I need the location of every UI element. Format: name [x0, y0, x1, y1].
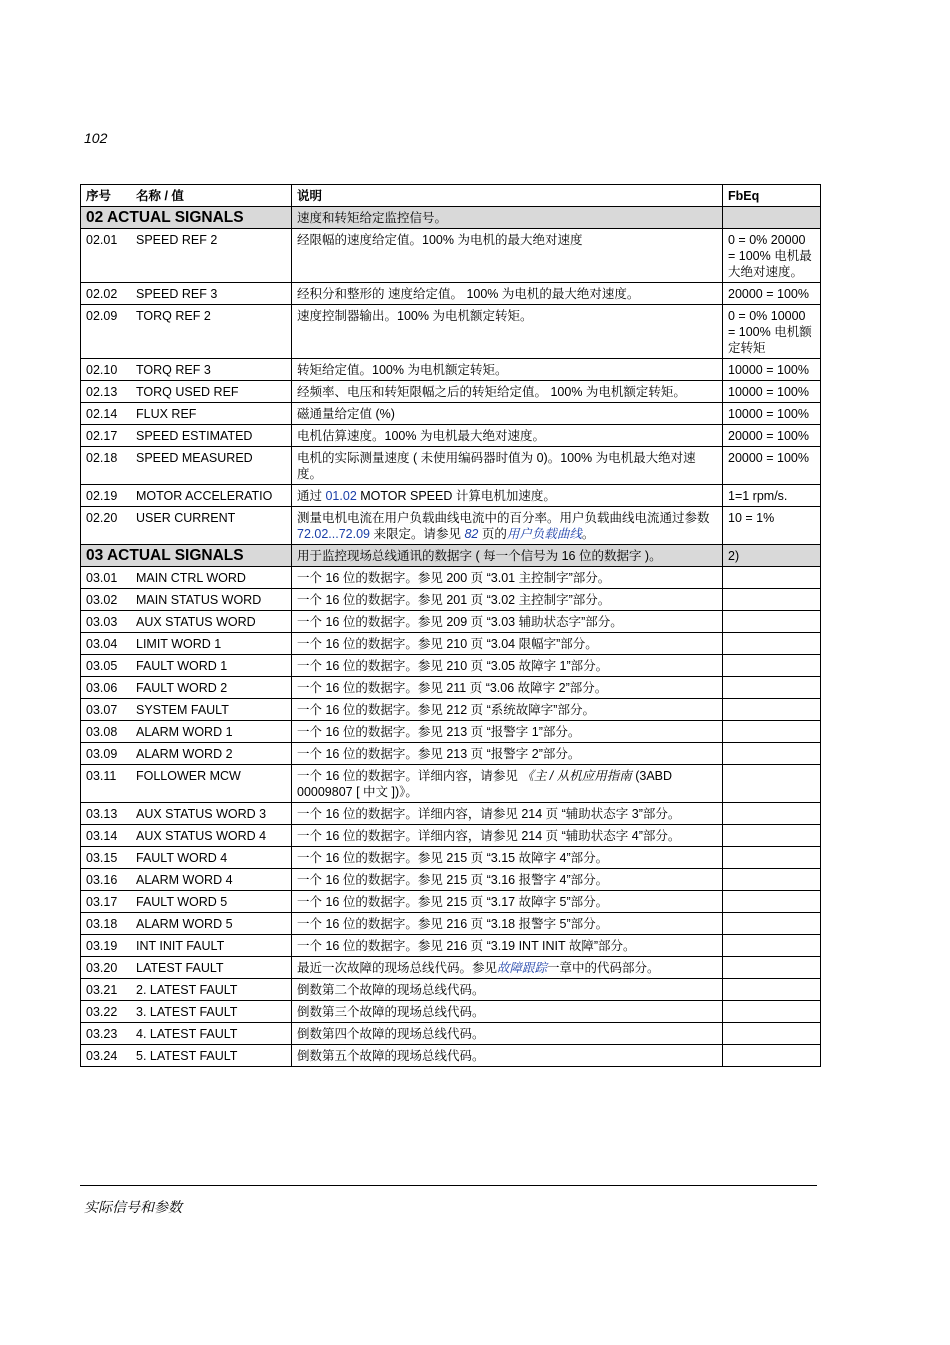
param-id: 02.09 — [86, 309, 118, 323]
param-name: 3. LATEST FAULT — [136, 1005, 238, 1019]
param-desc — [292, 957, 723, 979]
chapter-link[interactable]: 故障跟踪 — [497, 961, 548, 975]
param-id: 03.22 — [86, 1005, 118, 1019]
param-id: 03.02 — [86, 593, 118, 607]
param-id-name — [81, 381, 292, 403]
desc-text: 一章中的代码部分。 — [547, 961, 660, 975]
param-desc: 一个 16 位的数据字。参见 216 页 “3.19 INT INIT 故障”部分。 — [292, 935, 723, 957]
table-row — [81, 447, 821, 485]
param-fbeq — [723, 765, 821, 803]
param-desc — [292, 485, 723, 507]
param-id: 02.20 — [86, 511, 118, 525]
param-desc: 一个 16 位的数据字。参见 216 页 “3.18 报警字 5”部分。 — [292, 913, 723, 935]
param-id: 03.21 — [86, 983, 118, 997]
param-id-name — [81, 1001, 292, 1023]
param-id-name — [81, 425, 292, 447]
param-name: SPEED REF 2 — [136, 233, 218, 247]
param-desc: 倒数第五个故障的现场总线代码。 — [292, 1045, 723, 1067]
param-id: 02.01 — [86, 233, 118, 247]
desc-text: (3ABD 00009807 [ 中文 ])》。 — [297, 769, 673, 799]
table-row — [81, 633, 821, 655]
param-name: AUX STATUS WORD 4 — [136, 829, 267, 843]
param-desc: 倒数第三个故障的现场总线代码。 — [292, 1001, 723, 1023]
param-fbeq: 10000 = 100% — [723, 359, 821, 381]
param-desc: 磁通量给定值 (%) — [292, 403, 723, 425]
group-fbeq: 2) — [723, 545, 821, 567]
table-row — [81, 655, 821, 677]
param-fbeq — [723, 825, 821, 847]
param-fbeq — [723, 1045, 821, 1067]
param-id: 03.06 — [86, 681, 118, 695]
param-id: 03.13 — [86, 807, 118, 821]
param-id-name — [81, 633, 292, 655]
param-id-name — [81, 447, 292, 485]
table-row — [81, 589, 821, 611]
desc-text: 测量电机电流在用户负载曲线电流中的百分率。用户负载曲线电流通过参数 — [297, 511, 710, 525]
table-row — [81, 229, 821, 283]
param-fbeq — [723, 677, 821, 699]
param-name: LATEST FAULT — [136, 961, 224, 975]
param-name: FAULT WORD 1 — [136, 659, 228, 673]
param-name: FLUX REF — [136, 407, 197, 421]
page-link[interactable]: 82 — [464, 527, 479, 541]
param-name: FOLLOWER MCW — [136, 769, 241, 783]
param-id-name — [81, 847, 292, 869]
param-desc: 一个 16 位的数据字。参见 209 页 “3.03 辅助状态字”部分。 — [292, 611, 723, 633]
param-id: 03.07 — [86, 703, 118, 717]
param-id: 03.15 — [86, 851, 118, 865]
param-id-name — [81, 913, 292, 935]
table-row — [81, 1001, 821, 1023]
param-id: 02.18 — [86, 451, 118, 465]
param-name: ALARM WORD 1 — [136, 725, 233, 739]
section-link[interactable]: 用户负载曲线 — [506, 527, 582, 541]
param-name: 2. LATEST FAULT — [136, 983, 238, 997]
header-name: 名称 / 值 — [136, 189, 184, 203]
table-row — [81, 979, 821, 1001]
param-name: FAULT WORD 2 — [136, 681, 228, 695]
desc-text: 最近一次故障的现场总线代码。参见 — [297, 961, 498, 975]
param-id-name — [81, 869, 292, 891]
param-name: SYSTEM FAULT — [136, 703, 229, 717]
desc-text: 页的 — [478, 527, 507, 541]
param-id: 03.18 — [86, 917, 118, 931]
param-name: AUX STATUS WORD — [136, 615, 256, 629]
param-id-name — [81, 699, 292, 721]
param-id-name — [81, 979, 292, 1001]
param-name: LIMIT WORD 1 — [136, 637, 222, 651]
param-fbeq — [723, 891, 821, 913]
param-name: USER CURRENT — [136, 511, 236, 525]
table-row — [81, 935, 821, 957]
param-desc: 一个 16 位的数据字。参见 215 页 “3.15 故障字 4”部分。 — [292, 847, 723, 869]
param-name: FAULT WORD 5 — [136, 895, 228, 909]
footer-divider — [80, 1185, 817, 1186]
param-id-name — [81, 611, 292, 633]
param-id-name — [81, 721, 292, 743]
group-row-03 — [81, 545, 821, 567]
param-id-name — [81, 229, 292, 283]
header-desc: 说明 — [292, 185, 723, 207]
parameter-table — [80, 184, 821, 1067]
param-fbeq — [723, 869, 821, 891]
param-id: 03.09 — [86, 747, 118, 761]
param-name: AUX STATUS WORD 3 — [136, 807, 267, 821]
param-desc: 倒数第二个故障的现场总线代码。 — [292, 979, 723, 1001]
param-name: MAIN CTRL WORD — [136, 571, 246, 585]
table-row — [81, 485, 821, 507]
param-id-name — [81, 655, 292, 677]
param-id: 03.19 — [86, 939, 118, 953]
param-desc: 一个 16 位的数据字。参见 215 页 “3.17 故障字 5”部分。 — [292, 891, 723, 913]
param-name: INT INIT FAULT — [136, 939, 225, 953]
param-id: 03.23 — [86, 1027, 118, 1041]
param-id-name — [81, 359, 292, 381]
param-desc — [292, 507, 723, 545]
table-row — [81, 381, 821, 403]
table-row — [81, 765, 821, 803]
param-id-name — [81, 957, 292, 979]
param-id: 03.17 — [86, 895, 118, 909]
param-id: 03.03 — [86, 615, 118, 629]
param-id-name — [81, 567, 292, 589]
param-fbeq — [723, 611, 821, 633]
param-name: SPEED REF 3 — [136, 287, 218, 301]
param-id-name — [81, 677, 292, 699]
table-row — [81, 699, 821, 721]
param-desc: 转矩给定值。100% 为电机额定转矩。 — [292, 359, 723, 381]
footer-section-title: 实际信号和参数 — [84, 1200, 182, 1216]
table-header-row — [81, 185, 821, 207]
param-fbeq: 1=1 rpm/s. — [723, 485, 821, 507]
table-row — [81, 425, 821, 447]
param-fbeq — [723, 979, 821, 1001]
table-row — [81, 847, 821, 869]
group-title: 02 ACTUAL SIGNALS — [81, 207, 292, 229]
param-fbeq: 20000 = 100% — [723, 447, 821, 485]
table-row — [81, 305, 821, 359]
desc-text: 通过 — [297, 489, 326, 503]
table-row — [81, 957, 821, 979]
table-row — [81, 403, 821, 425]
param-fbeq: 20000 = 100% — [723, 283, 821, 305]
param-id-name — [81, 589, 292, 611]
table-row — [81, 677, 821, 699]
param-id: 03.24 — [86, 1049, 118, 1063]
param-fbeq — [723, 721, 821, 743]
param-desc: 一个 16 位的数据字。参见 210 页 “3.04 限幅字”部分。 — [292, 633, 723, 655]
param-name: ALARM WORD 5 — [136, 917, 233, 931]
group-row-02 — [81, 207, 821, 229]
param-id-name — [81, 935, 292, 957]
param-fbeq: 10000 = 100% — [723, 381, 821, 403]
param-id-name — [81, 1023, 292, 1045]
param-desc: 一个 16 位的数据字。详细内容，请参见 214 页 “辅助状态字 4”部分。 — [292, 825, 723, 847]
param-fbeq: 0 = 0% 10000 = 100% 电机额定转矩 — [723, 305, 821, 359]
table-row — [81, 1023, 821, 1045]
param-id: 02.17 — [86, 429, 118, 443]
param-desc: 一个 16 位的数据字。参见 213 页 “报警字 1”部分。 — [292, 721, 723, 743]
param-link[interactable]: 01.02 — [325, 489, 357, 503]
table-row — [81, 359, 821, 381]
param-fbeq — [723, 847, 821, 869]
table-row — [81, 869, 821, 891]
param-id: 02.14 — [86, 407, 118, 421]
group-fbeq — [723, 207, 821, 229]
param-name: MOTOR ACCELERATIO — [136, 489, 273, 503]
param-desc: 一个 16 位的数据字。参见 211 页 “3.06 故障字 2”部分。 — [292, 677, 723, 699]
param-fbeq: 10 = 1% — [723, 507, 821, 545]
param-id: 03.01 — [86, 571, 118, 585]
param-desc: 一个 16 位的数据字。参见 200 页 “3.01 主控制字”部分。 — [292, 567, 723, 589]
param-id-name — [81, 283, 292, 305]
header-fbeq: FbEq — [723, 185, 821, 207]
header-id-name — [81, 185, 292, 207]
param-fbeq: 20000 = 100% — [723, 425, 821, 447]
param-name: 5. LATEST FAULT — [136, 1049, 238, 1063]
param-id-name — [81, 507, 292, 545]
param-name: MAIN STATUS WORD — [136, 593, 262, 607]
param-fbeq — [723, 935, 821, 957]
param-id-name — [81, 825, 292, 847]
param-desc: 一个 16 位的数据字。参见 213 页 “报警字 2”部分。 — [292, 743, 723, 765]
param-fbeq — [723, 743, 821, 765]
param-id: 03.20 — [86, 961, 118, 975]
param-desc: 速度控制器输出。100% 为电机额定转矩。 — [292, 305, 723, 359]
param-name: 4. LATEST FAULT — [136, 1027, 238, 1041]
param-desc: 经积分和整形的 速度给定值。 100% 为电机的最大绝对速度。 — [292, 283, 723, 305]
page-number: 102 — [84, 130, 108, 146]
table-row — [81, 913, 821, 935]
param-fbeq — [723, 655, 821, 677]
param-desc: 电机估算速度。100% 为电机最大绝对速度。 — [292, 425, 723, 447]
param-id-name — [81, 485, 292, 507]
group-desc: 用于监控现场总线通讯的数据字 ( 每一个信号为 16 位的数据字 )。 — [292, 545, 723, 567]
param-id-name — [81, 1045, 292, 1067]
desc-text: 一个 16 位的数据字。详细内容，请参见 — [297, 769, 522, 783]
param-fbeq — [723, 589, 821, 611]
param-fbeq — [723, 699, 821, 721]
param-desc: 倒数第四个故障的现场总线代码。 — [292, 1023, 723, 1045]
param-id-name — [81, 403, 292, 425]
param-id: 03.08 — [86, 725, 118, 739]
desc-text: MOTOR SPEED 计算电机加速度。 — [356, 489, 556, 503]
param-id-name — [81, 891, 292, 913]
group-desc: 速度和转矩给定监控信号。 — [292, 207, 723, 229]
param-fbeq — [723, 913, 821, 935]
param-name: FAULT WORD 4 — [136, 851, 228, 865]
param-id: 03.04 — [86, 637, 118, 651]
param-fbeq — [723, 633, 821, 655]
table-row — [81, 721, 821, 743]
table-row — [81, 1045, 821, 1067]
table-row — [81, 507, 821, 545]
param-id: 02.13 — [86, 385, 118, 399]
param-fbeq: 10000 = 100% — [723, 403, 821, 425]
param-fbeq — [723, 567, 821, 589]
param-name: SPEED MEASURED — [136, 451, 253, 465]
param-fbeq — [723, 1023, 821, 1045]
table-row — [81, 567, 821, 589]
header-id: 序号 — [86, 189, 112, 203]
param-desc: 经频率、电压和转矩限幅之后的转矩给定值。 100% 为电机额定转矩。 — [292, 381, 723, 403]
param-id-name — [81, 803, 292, 825]
table-row — [81, 891, 821, 913]
param-desc: 一个 16 位的数据字。参见 201 页 “3.02 主控制字”部分。 — [292, 589, 723, 611]
table-row — [81, 743, 821, 765]
param-desc: 一个 16 位的数据字。参见 212 页 “系统故障字”部分。 — [292, 699, 723, 721]
param-desc: 经限幅的速度给定值。100% 为电机的最大绝对速度 — [292, 229, 723, 283]
param-id: 03.14 — [86, 829, 118, 843]
table-row — [81, 283, 821, 305]
table-row — [81, 611, 821, 633]
table-row — [81, 803, 821, 825]
param-fbeq: 0 = 0% 20000 = 100% 电机最大绝对速度。 — [723, 229, 821, 283]
param-id: 02.02 — [86, 287, 118, 301]
param-desc: 电机的实际测量速度 ( 未使用编码器时值为 0)。100% 为电机最大绝对速度。 — [292, 447, 723, 485]
param-desc: 一个 16 位的数据字。参见 210 页 “3.05 故障字 1”部分。 — [292, 655, 723, 677]
param-id: 03.16 — [86, 873, 118, 887]
param-fbeq — [723, 803, 821, 825]
param-name: TORQ USED REF — [136, 385, 239, 399]
param-name: ALARM WORD 2 — [136, 747, 233, 761]
manual-title: 《主 / 从机应用指南 — [521, 769, 632, 783]
table-row — [81, 825, 821, 847]
param-name: TORQ REF 3 — [136, 363, 211, 377]
param-id: 03.11 — [86, 769, 117, 783]
desc-text: 。 — [581, 527, 595, 541]
param-desc: 一个 16 位的数据字。详细内容，请参见 214 页 “辅助状态字 3”部分。 — [292, 803, 723, 825]
param-desc — [292, 765, 723, 803]
param-id-name — [81, 765, 292, 803]
param-id-name — [81, 305, 292, 359]
param-id: 02.19 — [86, 489, 118, 503]
param-desc: 一个 16 位的数据字。参见 215 页 “3.16 报警字 4”部分。 — [292, 869, 723, 891]
param-name: TORQ REF 2 — [136, 309, 211, 323]
param-fbeq — [723, 1001, 821, 1023]
param-name: SPEED ESTIMATED — [136, 429, 253, 443]
desc-text: 来限定。请参见 — [369, 527, 465, 541]
group-title: 03 ACTUAL SIGNALS — [81, 545, 292, 567]
param-name: ALARM WORD 4 — [136, 873, 233, 887]
param-id: 02.10 — [86, 363, 118, 377]
param-fbeq — [723, 957, 821, 979]
param-id: 03.05 — [86, 659, 118, 673]
param-id-name — [81, 743, 292, 765]
param-range-link[interactable]: 72.02...72.09 — [297, 527, 370, 541]
